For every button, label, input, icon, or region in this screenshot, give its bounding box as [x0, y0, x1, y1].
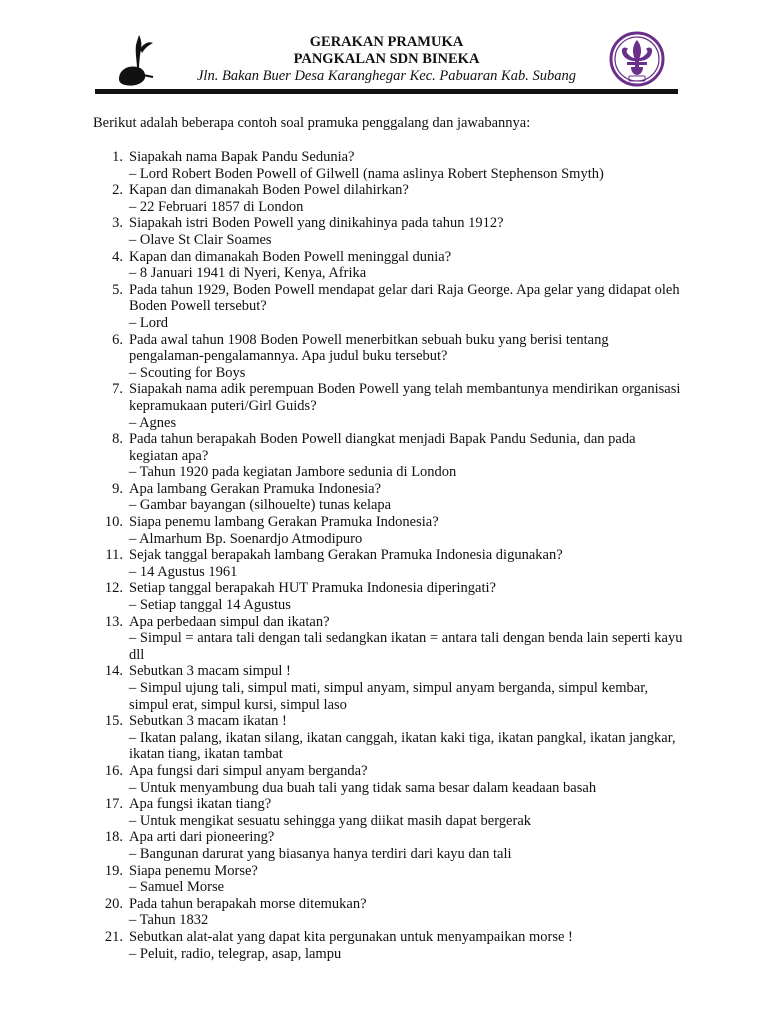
list-item: [93, 663, 683, 713]
item-number: 16.: [104, 762, 123, 779]
item-number: 8.: [112, 431, 123, 448]
org-name: GERAKAN PRAMUKA: [309, 34, 464, 50]
question-text: Siapa penemu lambang Gerakan Pramuka Indonesia?: [129, 514, 439, 531]
letterhead: [95, 28, 678, 94]
question-text: Sebutkan alat-alat yang dapat kita pergunakan untuk menyampaikan morse !: [129, 928, 573, 945]
unit-name: PANGKALAN SDN BINEKA: [293, 51, 480, 67]
item-number: 13.: [104, 613, 123, 630]
list-item: [93, 431, 683, 481]
list-item: [93, 149, 683, 182]
list-item: [93, 580, 683, 613]
answer-text: – Tahun 1832: [129, 912, 209, 929]
list-item: [93, 763, 683, 796]
list-item: [93, 215, 683, 248]
item-number: 11.: [105, 547, 123, 564]
list-item: [93, 547, 683, 580]
answer-text: – Samuel Morse: [129, 879, 225, 896]
answer-text: – Setiap tanggal 14 Agustus: [129, 597, 291, 614]
item-number: 6.: [112, 331, 123, 348]
letterhead-divider: [95, 89, 678, 94]
question-text: Kapan dan dimanakah Boden Powel dilahirkan?: [129, 182, 409, 199]
question-text: Setiap tanggal berapakah HUT Pramuka Indonesia diperingati?: [129, 580, 496, 597]
question-text: Apa perbedaan simpul dan ikatan?: [129, 613, 330, 630]
answer-text: – Untuk menyambung dua buah tali yang tidak sama besar dalam keadaan basah: [129, 779, 597, 796]
answer-text: – 8 Januari 1941 di Nyeri, Kenya, Afrika: [129, 265, 367, 282]
question-text: Siapakah nama Bapak Pandu Sedunia?: [129, 149, 355, 165]
item-number: 18.: [104, 829, 123, 846]
question-text: Sejak tanggal berapakah lambang Gerakan Pramuka Indonesia digunakan?: [129, 547, 563, 564]
list-item: [93, 481, 683, 514]
answer-text: – 14 Agustus 1961: [129, 563, 238, 580]
item-number: 3.: [112, 215, 123, 232]
question-text: Sebutkan 3 macam ikatan !: [129, 713, 287, 730]
list-item: [93, 381, 683, 431]
question-text: Kapan dan dimanakah Boden Powell meninggal dunia?: [129, 248, 452, 265]
item-number: 10.: [104, 514, 123, 531]
address: Jln. Bakan Buer Desa Karanghegar Kec. Pabuaran Kab. Subang: [197, 68, 576, 84]
item-number: 2.: [112, 182, 123, 199]
answer-text: – Simpul = antara tali dengan tali sedangkan ikatan = antara tali dengan benda lain seperti kayu dll: [129, 630, 683, 663]
letterhead-text: [95, 34, 678, 85]
answer-text: – Almarhum Bp. Soenardjo Atmodipuro: [129, 530, 363, 547]
question-text: Pada tahun berapakah morse ditemukan?: [129, 895, 367, 912]
question-list: [93, 149, 683, 962]
question-text: Pada tahun 1929, Boden Powell mendapat gelar dari Raja George. Apa gelar yang didapat oleh Boden Powell tersebut?: [129, 281, 680, 315]
item-number: 20.: [104, 895, 123, 912]
list-item: [93, 796, 683, 829]
list-item: [93, 332, 683, 382]
question-text: Apa lambang Gerakan Pramuka Indonesia?: [129, 480, 382, 497]
list-item: [93, 182, 683, 215]
answer-text: – Lord Robert Boden Powell of Gilwell (nama aslinya Robert Stephenson Smyth): [129, 165, 604, 182]
answer-text: – Scouting for Boys: [129, 364, 246, 381]
answer-text: – 22 Februari 1857 di London: [129, 198, 304, 215]
list-item: [93, 713, 683, 763]
item-number: 1.: [112, 149, 123, 165]
question-text: Pada awal tahun 1908 Boden Powell menerbitkan sebuah buku yang berisi tentang pengalaman-pengalamannya. Apa judul buku tersebut?: [129, 331, 609, 365]
list-item: [93, 929, 683, 962]
item-number: 14.: [104, 663, 123, 680]
list-item: [93, 829, 683, 862]
question-text: Sebutkan 3 macam simpul !: [129, 663, 291, 680]
list-item: [93, 282, 683, 332]
answer-text: – Olave St Clair Soames: [129, 231, 272, 248]
question-text: Siapa penemu Morse?: [129, 862, 258, 879]
item-number: 7.: [112, 381, 123, 398]
item-number: 15.: [104, 713, 123, 730]
answer-text: – Peluit, radio, telegrap, asap, lampu: [129, 945, 342, 962]
answer-text: – Ikatan palang, ikatan silang, ikatan canggah, ikatan kaki tiga, ikatan pangkal, ikatan jangkar, ikatan tiang, ikatan tambat: [129, 729, 676, 763]
item-number: 21.: [104, 928, 123, 945]
answer-text: – Bangunan darurat yang biasanya hanya terdiri dari kayu dan tali: [129, 845, 512, 862]
list-item: [93, 614, 683, 664]
item-number: 5.: [112, 281, 123, 298]
answer-text: – Lord: [129, 314, 169, 331]
question-text: Pada tahun berapakah Boden Powell diangkat menjadi Bapak Pandu Sedunia, dan pada kegiatan apa?: [129, 431, 636, 464]
answer-text: – Agnes: [129, 414, 177, 431]
answer-text: – Untuk mengikat sesuatu sehingga yang diikat masih dapat bergerak: [129, 812, 532, 829]
item-number: 19.: [104, 862, 123, 879]
answer-text: – Gambar bayangan (silhouelte) tunas kelapa: [129, 497, 392, 514]
item-number: 9.: [112, 480, 123, 497]
answer-text: – Tahun 1920 pada kegiatan Jambore sedunia di London: [129, 464, 457, 481]
item-number: 12.: [104, 580, 123, 597]
intro-text: Berikut adalah beberapa contoh soal pramuka penggalang dan jawabannya:: [93, 115, 531, 131]
answer-text: – Simpul ujung tali, simpul mati, simpul anyam, simpul anyam berganda, simpul kembar, simpul erat, simpul kursi, simpul laso: [129, 680, 649, 713]
question-text: Siapakah istri Boden Powell yang dinikahinya pada tahun 1912?: [129, 215, 504, 232]
list-item: [93, 863, 683, 896]
list-item: [93, 514, 683, 547]
question-text: Apa fungsi ikatan tiang?: [129, 796, 272, 813]
list-item: [93, 896, 683, 929]
list-item: [93, 249, 683, 282]
question-text: Apa fungsi dari simpul anyam berganda?: [129, 762, 368, 779]
question-text: Siapakah nama adik perempuan Boden Powell yang telah membantunya mendirikan organisasi kepramukaan puteri/Girl Guids?: [129, 381, 681, 414]
question-text: Apa arti dari pioneering?: [129, 829, 275, 846]
item-number: 17.: [104, 796, 123, 813]
item-number: 4.: [112, 248, 123, 265]
